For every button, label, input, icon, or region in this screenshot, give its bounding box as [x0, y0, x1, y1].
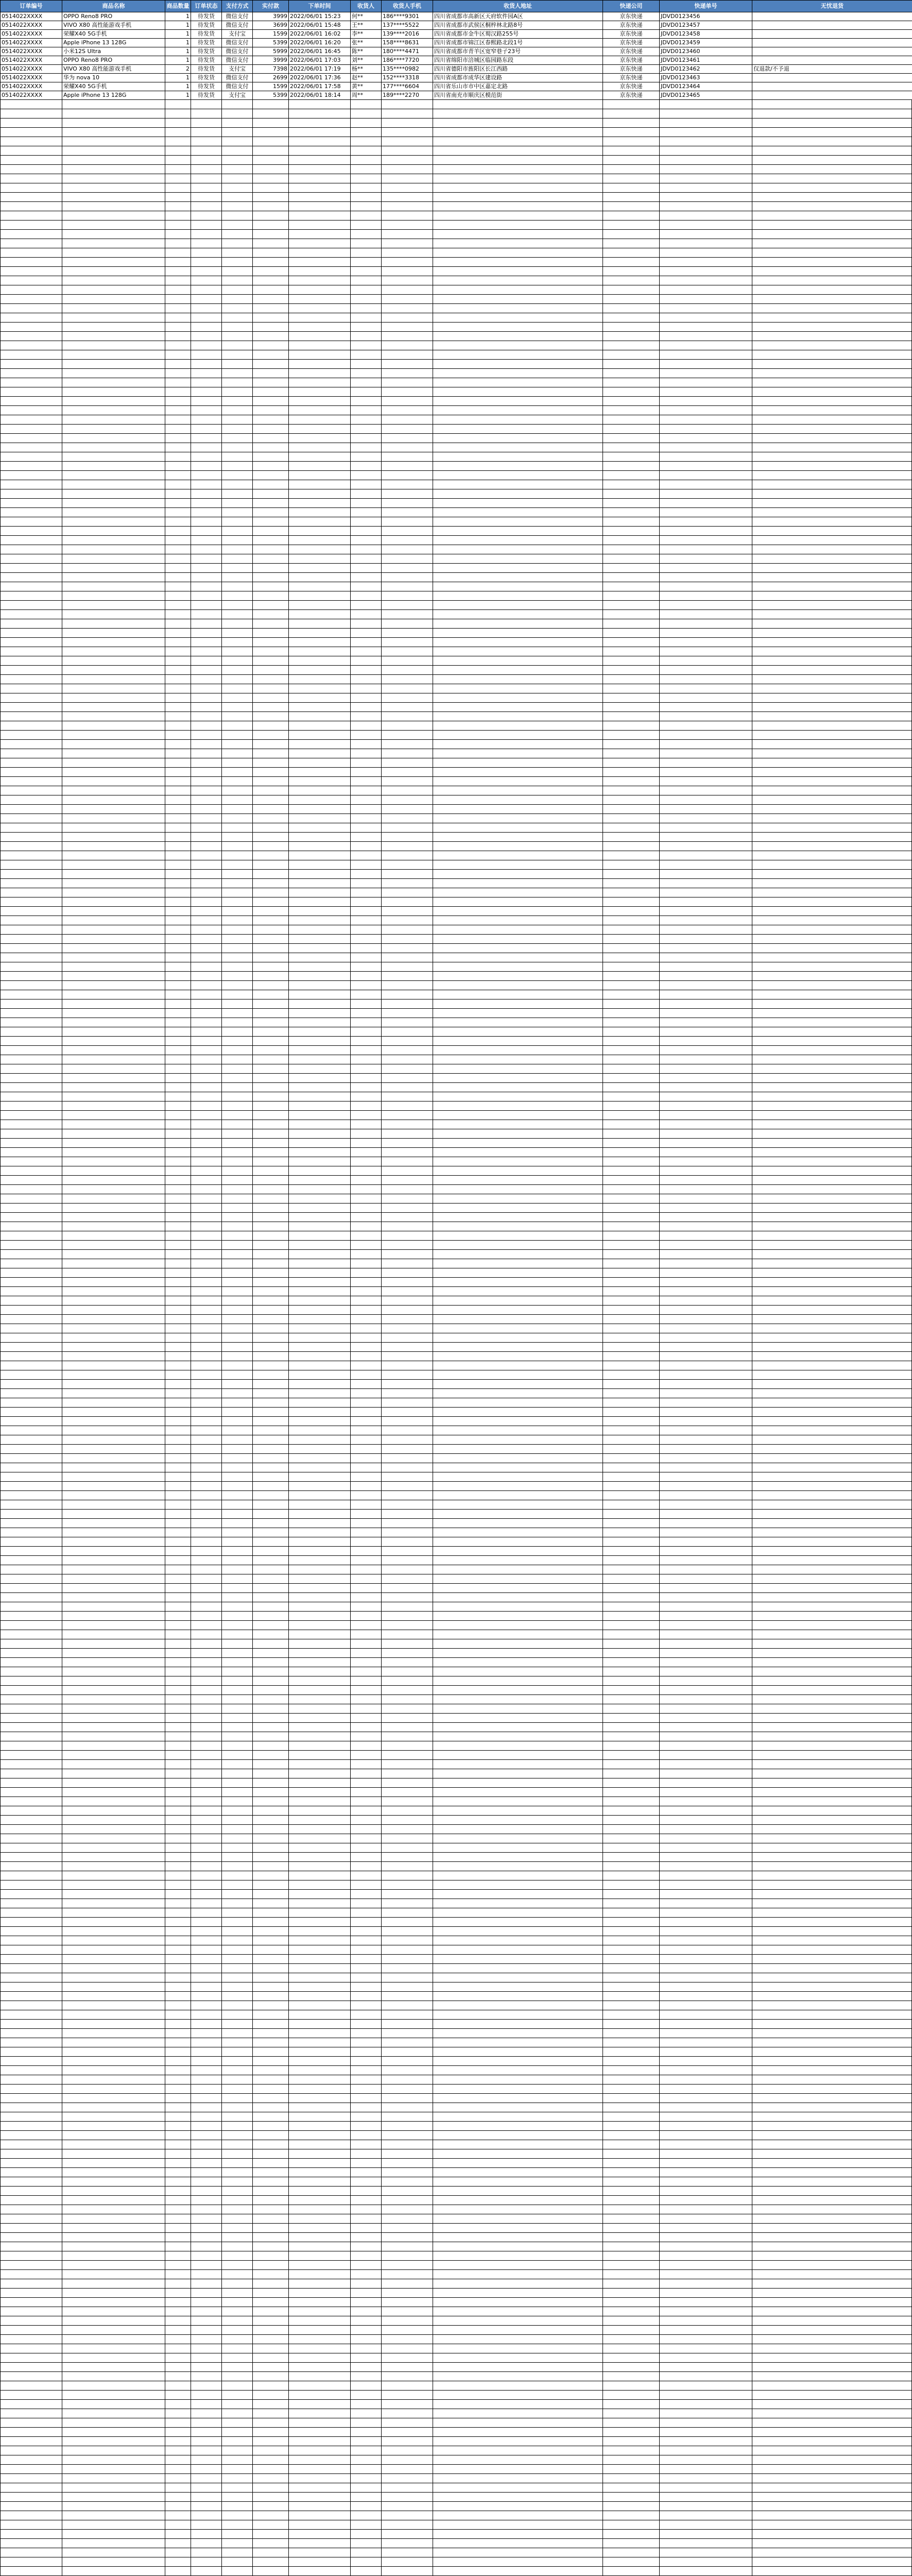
cell-status[interactable]: 待发货 [191, 39, 222, 47]
cell-name[interactable]: 张** [351, 39, 382, 47]
column-header[interactable]: 商品名称 [62, 1, 165, 12]
cell-paid[interactable]: 5999 [253, 47, 289, 56]
cell-courier[interactable]: 京东快递 [603, 30, 660, 39]
cell-addr[interactable]: 四川省乐山市市中区嘉定北路 [433, 82, 603, 91]
cell-paid[interactable]: 1599 [253, 30, 289, 39]
cell-order[interactable]: 0514022XXXX [1, 47, 62, 56]
cell-paid[interactable]: 3999 [253, 12, 289, 21]
cell-time[interactable]: 2022/06/01 16:02 [289, 30, 351, 39]
cell-pay[interactable]: 支付宝 [222, 91, 253, 100]
column-header[interactable]: 商品数量 [165, 1, 191, 12]
cell-note[interactable] [752, 91, 912, 100]
cell-time[interactable]: 2022/06/01 15:48 [289, 21, 351, 30]
cell-product[interactable]: 华为 nova 10 [62, 74, 165, 82]
cell-paid[interactable]: 7398 [253, 65, 289, 74]
cell-addr[interactable]: 四川省南充市顺庆区模范街 [433, 91, 603, 100]
table-row[interactable] [1, 47, 912, 56]
cell-order[interactable]: 0514022XXXX [1, 91, 62, 100]
table-row[interactable] [1, 12, 912, 21]
column-header[interactable]: 支付方式 [222, 1, 253, 12]
cell-addr[interactable]: 四川省德阳市旌阳区长江西路 [433, 65, 603, 74]
cell-time[interactable]: 2022/06/01 18:14 [289, 91, 351, 100]
grid-line [350, 100, 351, 2576]
cell-courier[interactable]: 京东快递 [603, 82, 660, 91]
cell-courier[interactable]: 京东快递 [603, 47, 660, 56]
cell-note[interactable] [752, 74, 912, 82]
empty-grid-area [0, 100, 912, 2576]
cell-tracking[interactable]: JDVD0123459 [660, 39, 752, 47]
cell-pay[interactable]: 微信支付 [222, 82, 253, 91]
table-row[interactable] [1, 82, 912, 91]
cell-status[interactable]: 待发货 [191, 21, 222, 30]
cell-product[interactable]: 小米12S Ultra [62, 47, 165, 56]
cell-qty[interactable]: 2 [165, 65, 191, 74]
cell-phone[interactable]: 186****9301 [382, 12, 433, 21]
cell-paid[interactable]: 3999 [253, 56, 289, 65]
cell-qty[interactable]: 1 [165, 30, 191, 39]
cell-pay[interactable]: 支付宝 [222, 65, 253, 74]
table-row[interactable] [1, 91, 912, 100]
table-row[interactable] [1, 30, 912, 39]
cell-addr[interactable]: 四川省成都市成华区建设路 [433, 74, 603, 82]
cell-time[interactable]: 2022/06/01 17:19 [289, 65, 351, 74]
cell-order[interactable]: 0514022XXXX [1, 12, 62, 21]
cell-time[interactable]: 2022/06/01 16:45 [289, 47, 351, 56]
cell-note[interactable] [752, 47, 912, 56]
cell-status[interactable]: 待发货 [191, 82, 222, 91]
cell-note[interactable] [752, 56, 912, 65]
cell-product[interactable]: Apple iPhone 13 128G [62, 91, 165, 100]
cell-qty[interactable]: 1 [165, 56, 191, 65]
cell-tracking[interactable]: JDVD0123465 [660, 91, 752, 100]
cell-courier[interactable]: 京东快递 [603, 21, 660, 30]
cell-tracking[interactable]: JDVD0123463 [660, 74, 752, 82]
column-header[interactable]: 实付款 [253, 1, 289, 12]
cell-phone[interactable]: 186****7720 [382, 56, 433, 65]
cell-product[interactable]: 荣耀X40 5G手机 [62, 82, 165, 91]
cell-paid[interactable]: 2699 [253, 74, 289, 82]
cell-note[interactable] [752, 39, 912, 47]
cell-status[interactable]: 待发货 [191, 56, 222, 65]
grid-line [221, 100, 222, 2576]
cell-order[interactable]: 0514022XXXX [1, 21, 62, 30]
table-row[interactable] [1, 21, 912, 30]
cell-product[interactable]: 荣耀X40 5G手机 [62, 30, 165, 39]
cell-paid[interactable]: 3699 [253, 21, 289, 30]
cell-product[interactable]: OPPO Reno8 PRO [62, 12, 165, 21]
cell-name[interactable]: 杨** [351, 65, 382, 74]
cell-courier[interactable]: 京东快递 [603, 74, 660, 82]
cell-order[interactable]: 0514022XXXX [1, 65, 62, 74]
cell-addr[interactable]: 四川省成都市高新区天府软件园A区 [433, 12, 603, 21]
cell-tracking[interactable]: JDVD0123464 [660, 82, 752, 91]
cell-product[interactable]: VIVO X80 高性能游戏手机 [62, 65, 165, 74]
cell-pay[interactable]: 微信支付 [222, 21, 253, 30]
grid-line [288, 100, 289, 2576]
cell-phone[interactable]: 158****8631 [382, 39, 433, 47]
grid-line [252, 100, 253, 2576]
cell-product[interactable]: OPPO Reno8 PRO [62, 56, 165, 65]
table-row[interactable] [1, 39, 912, 47]
cell-courier[interactable]: 京东快递 [603, 65, 660, 74]
cell-note[interactable]: 仅退款/不予退 [752, 65, 912, 74]
cell-status[interactable]: 待发货 [191, 91, 222, 100]
cell-note[interactable] [752, 82, 912, 91]
cell-qty[interactable]: 1 [165, 47, 191, 56]
column-header[interactable]: 无忧退货 [752, 1, 912, 12]
cell-phone[interactable]: 137****5522 [382, 21, 433, 30]
cell-addr[interactable]: 四川省成都市武侯区桐梓林北路8号 [433, 21, 603, 30]
cell-status[interactable]: 待发货 [191, 12, 222, 21]
cell-phone[interactable]: 180****4471 [382, 47, 433, 56]
cell-pay[interactable]: 微信支付 [222, 47, 253, 56]
cell-courier[interactable]: 京东快递 [603, 91, 660, 100]
cell-tracking[interactable]: JDVD0123458 [660, 30, 752, 39]
grid-line [659, 100, 660, 2576]
cell-name[interactable]: 何** [351, 12, 382, 21]
cell-pay[interactable]: 微信支付 [222, 12, 253, 21]
cell-name[interactable]: 周** [351, 91, 382, 100]
table-row[interactable] [1, 56, 912, 65]
grid-line [0, 100, 1, 2576]
cell-phone[interactable]: 135****0982 [382, 65, 433, 74]
cell-qty[interactable]: 1 [165, 12, 191, 21]
cell-product[interactable]: Apple iPhone 13 128G [62, 39, 165, 47]
cell-phone[interactable]: 139****2016 [382, 30, 433, 39]
cell-name[interactable]: 李** [351, 30, 382, 39]
table-row[interactable] [1, 74, 912, 82]
cell-name[interactable]: 赵** [351, 74, 382, 82]
cell-addr[interactable]: 四川省成都市青羊区宽窄巷子23号 [433, 47, 603, 56]
column-header[interactable]: 收货人 [351, 1, 382, 12]
cell-qty[interactable]: 1 [165, 21, 191, 30]
cell-courier[interactable]: 京东快递 [603, 56, 660, 65]
cell-qty[interactable]: 1 [165, 91, 191, 100]
cell-paid[interactable]: 5399 [253, 39, 289, 47]
cell-addr[interactable]: 四川省成都市金牛区蜀汉路255号 [433, 30, 603, 39]
cell-name[interactable]: 陈** [351, 47, 382, 56]
cell-tracking[interactable]: JDVD0123457 [660, 21, 752, 30]
cell-time[interactable]: 2022/06/01 16:20 [289, 39, 351, 47]
cell-pay[interactable]: 微信支付 [222, 56, 253, 65]
cell-tracking[interactable]: JDVD0123462 [660, 65, 752, 74]
cell-pay[interactable]: 支付宝 [222, 30, 253, 39]
cell-status[interactable]: 待发货 [191, 30, 222, 39]
cell-tracking[interactable]: JDVD0123460 [660, 47, 752, 56]
cell-pay[interactable]: 微信支付 [222, 74, 253, 82]
cell-note[interactable] [752, 30, 912, 39]
column-header[interactable]: 收货人手机 [382, 1, 433, 12]
cell-name[interactable]: 黄** [351, 82, 382, 91]
cell-status[interactable]: 待发货 [191, 74, 222, 82]
cell-order[interactable]: 0514022XXXX [1, 39, 62, 47]
cell-tracking[interactable]: JDVD0123456 [660, 12, 752, 21]
table-row[interactable] [1, 65, 912, 74]
cell-courier[interactable]: 京东快递 [603, 39, 660, 47]
cell-order[interactable]: 0514022XXXX [1, 30, 62, 39]
cell-time[interactable]: 2022/06/01 17:36 [289, 74, 351, 82]
cell-qty[interactable]: 1 [165, 74, 191, 82]
cell-phone[interactable]: 177****6604 [382, 82, 433, 91]
cell-addr[interactable]: 四川省成都市锦江区春熙路北段1号 [433, 39, 603, 47]
cell-paid[interactable]: 5399 [253, 91, 289, 100]
cell-name[interactable]: 刘** [351, 56, 382, 65]
cell-order[interactable]: 0514022XXXX [1, 82, 62, 91]
column-header[interactable]: 快递单号 [660, 1, 752, 12]
column-header[interactable]: 订单状态 [191, 1, 222, 12]
header-row [1, 1, 912, 12]
cell-name[interactable]: 王** [351, 21, 382, 30]
cell-qty[interactable]: 1 [165, 82, 191, 91]
cell-time[interactable]: 2022/06/01 17:58 [289, 82, 351, 91]
cell-phone[interactable]: 189****2270 [382, 91, 433, 100]
grid-line [381, 100, 382, 2576]
cell-order[interactable]: 0514022XXXX [1, 74, 62, 82]
cell-order[interactable]: 0514022XXXX [1, 56, 62, 65]
cell-paid[interactable]: 1599 [253, 82, 289, 91]
cell-product[interactable]: VIVO X80 高性能游戏手机 [62, 21, 165, 30]
column-header[interactable]: 下单时间 [289, 1, 351, 12]
cell-qty[interactable]: 1 [165, 39, 191, 47]
cell-note[interactable] [752, 21, 912, 30]
column-header[interactable]: 订单编号 [1, 1, 62, 12]
cell-phone[interactable]: 152****3318 [382, 74, 433, 82]
cell-tracking[interactable]: JDVD0123461 [660, 56, 752, 65]
cell-addr[interactable]: 四川省绵阳市涪城区临园路东段 [433, 56, 603, 65]
order-table [0, 0, 912, 100]
column-header[interactable]: 收货人地址 [433, 1, 603, 12]
cell-status[interactable]: 待发货 [191, 65, 222, 74]
cell-note[interactable] [752, 12, 912, 21]
column-header[interactable]: 快递公司 [603, 1, 660, 12]
cell-time[interactable]: 2022/06/01 17:03 [289, 56, 351, 65]
cell-time[interactable]: 2022/06/01 15:23 [289, 12, 351, 21]
cell-pay[interactable]: 微信支付 [222, 39, 253, 47]
cell-courier[interactable]: 京东快递 [603, 12, 660, 21]
cell-status[interactable]: 待发货 [191, 47, 222, 56]
